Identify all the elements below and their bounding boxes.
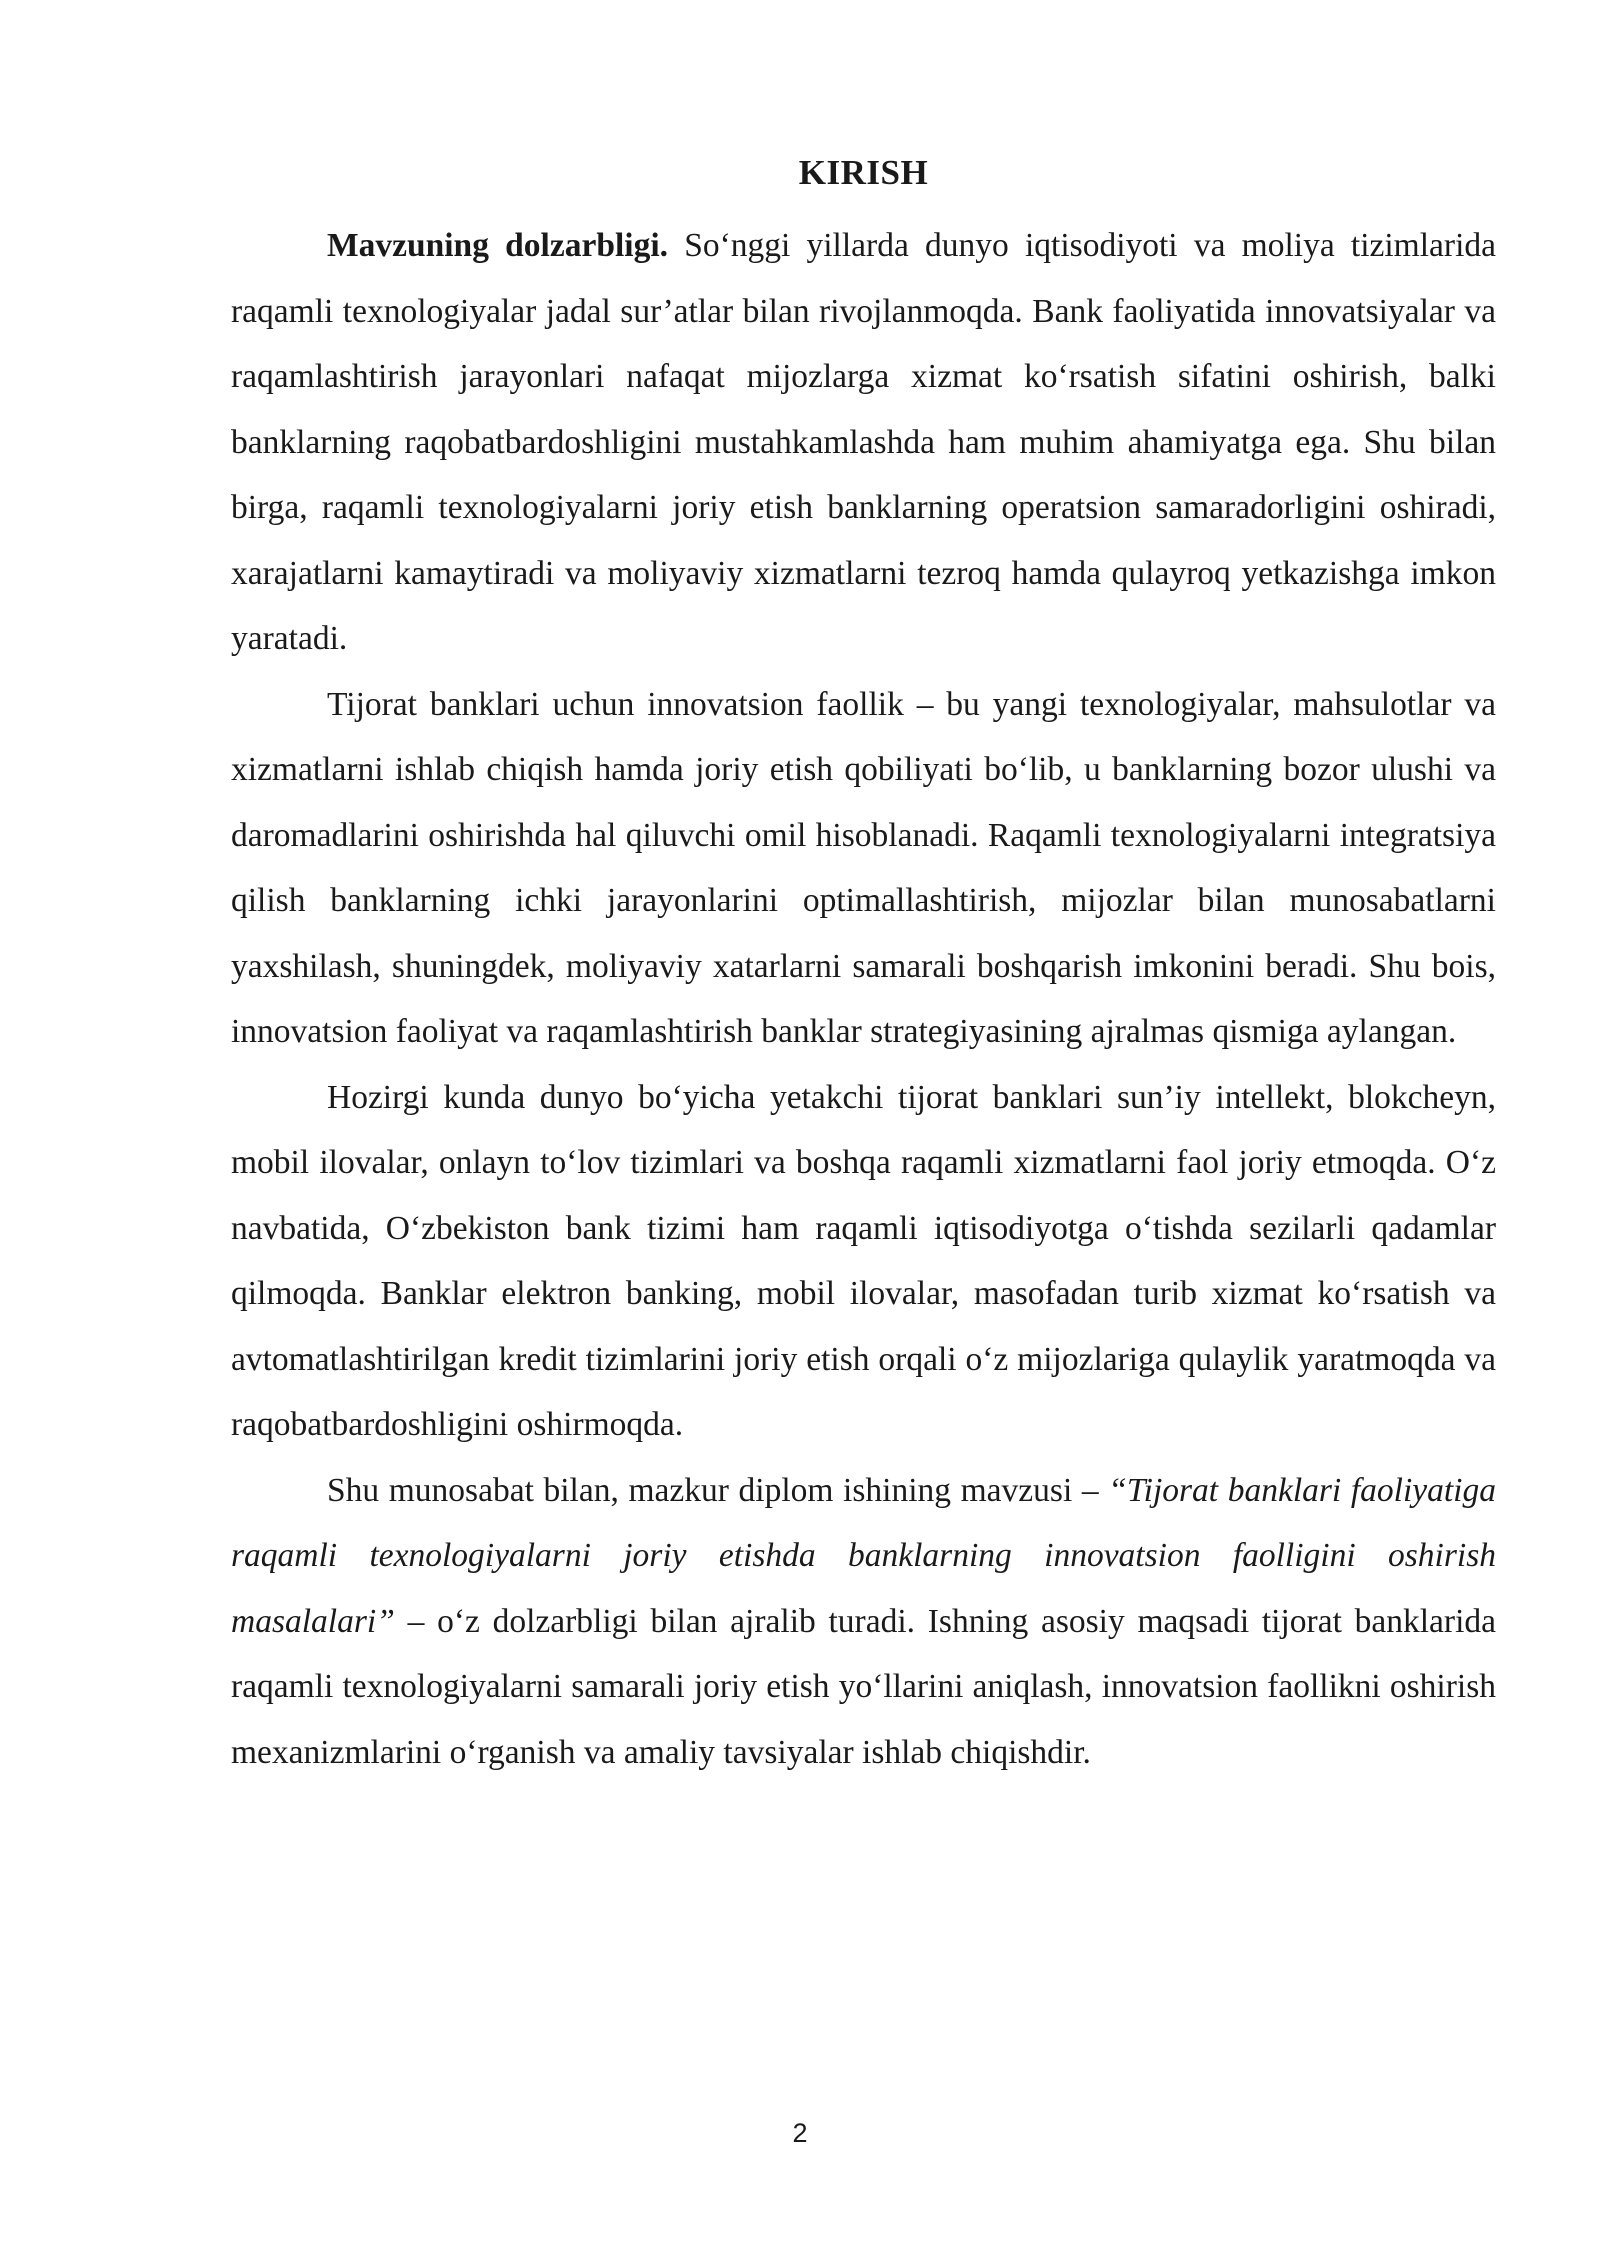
paragraph-topic — [231, 1458, 1496, 1786]
thesis-title: “Tijorat banklari faoliyatiga raqamli texnologiyalarni joriy etishda banklarning innovatsion faolligini oshirish masalalari” — [231, 1471, 1496, 1640]
paragraph-global-banks: Hozirgi kunda dunyo bo‘yicha yetakchi tijorat banklari sun’iy intellekt, blokcheyn, mobil ilovalar, onlayn to‘lov tizimlari va boshqa raqamli xizmatlarni faol joriy etmoqda. O‘z navbatida, O‘zbekiston bank tizimi ham raqamli iqtisodiyotga o‘tishda sezilarli qadamlar qilmoqda. Banklar elektron banking, mobil ilovalar, masofadan turib xizmat ko‘rsatish va avtomatlashtirilgan kredit tizimlarini joriy etish orqali o‘z mijozlariga qulaylik yaratmoqda va raqobatbardoshligini oshirmoqda. — [231, 1078, 1496, 1443]
page-content — [231, 148, 1496, 1785]
paragraph-text: So‘nggi yillarda dunyo iqtisodiyoti va moliya tizimlarida raqamli texnologiyalar jadal sur’atlar bilan rivojlanmoqda. Bank faoliyatida innovatsiyalar va raqamlashtirish jarayonlari nafaqat mijozlarga xizmat ko‘rsatish sifatini oshirish, balki banklarning raqobatbardoshligini mustahkamlashda ham muhim ahamiyatga ega. Shu bilan birga, raqamli texnologiyalarni joriy etish banklarning operatsion samaradorligini oshiradi, xarajatlarni kamaytiradi va moliyaviy xizmatlarni tezroq hamda qulayroq yetkazishga imkon yaratadi. — [231, 227, 1496, 657]
paragraph-text-before: Shu munosabat bilan, mazkur diplom ishining mavzusi – — [327, 1471, 1109, 1509]
paragraph-relevance — [231, 213, 1496, 672]
paragraph-lead: Mavzuning dolzarbligi. — [327, 227, 668, 264]
paragraph-innovation: Tijorat banklari uchun innovatsion faollik – bu yangi texnologiyalar, mahsulotlar va xizmatlarni ishlab chiqish hamda joriy etish qobiliyati bo‘lib, u banklarning bozor ulushi va daromadlarini oshirishda hal qiluvchi omil hisoblanadi. Raqamli texnologiyalarni integratsiya qilish banklarning ichki jarayonlarini optimallashtirish, mijozlar bilan munosabatlarni yaxshilash, shuningdek, moliyaviy xatarlarni samarali boshqarish imkonini beradi. Shu bois, innovatsion faoliyat va raqamlashtirish banklar strategiyasining ajralmas qismiga aylangan. — [231, 685, 1496, 1050]
page-number: 2 — [792, 2118, 808, 2148]
section-heading: KIRISH — [798, 153, 929, 192]
paragraph-text-after: – o‘z dolzarbligi bilan ajralib turadi. Ishning asosiy maqsadi tijorat banklarida raqamli texnologiyalarni samarali joriy etish yo‘llarini aniqlash, innovatsion faollikni oshirish mexanizmlarini o‘rganish va amaliy tavsiyalar ishlab chiqishdir. — [231, 1602, 1496, 1771]
